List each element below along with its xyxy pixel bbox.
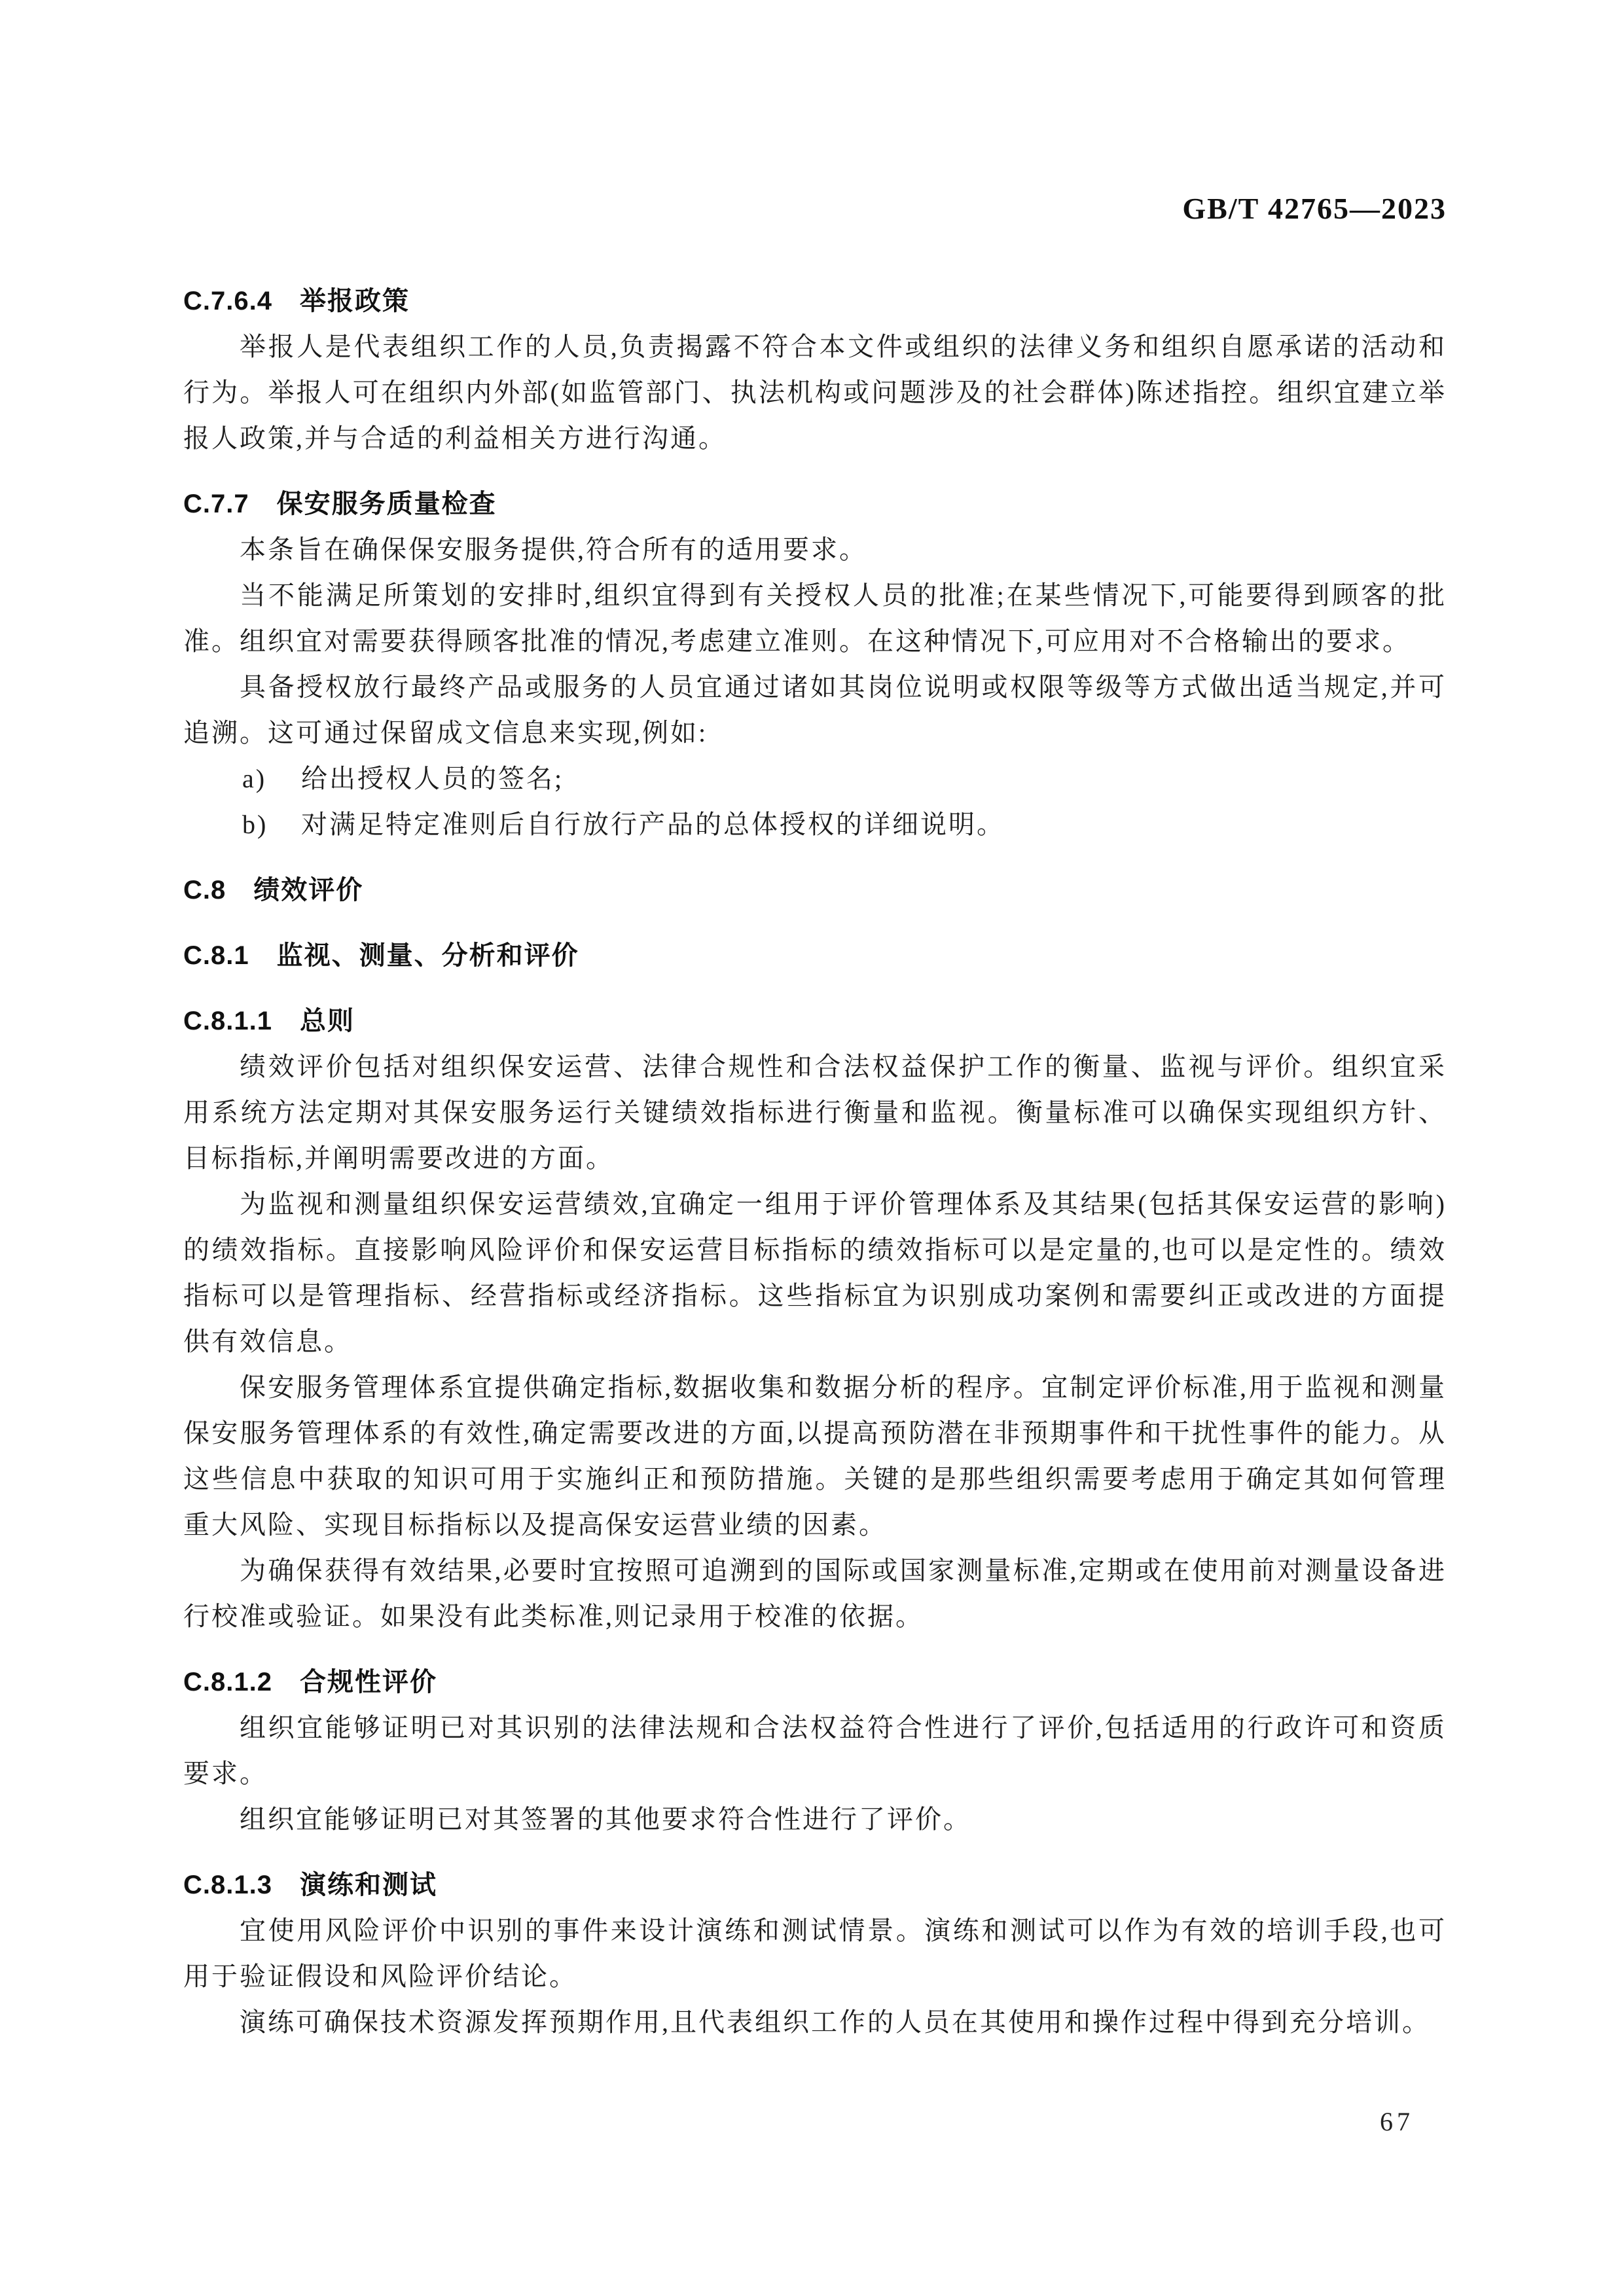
list-text: 对满足特定准则后自行放行产品的总体授权的详细说明。 <box>301 810 1005 839</box>
paragraph: 演练可确保技术资源发挥预期作用,且代表组织工作的人员在其使用和操作过程中得到充分培训。 <box>240 2007 1430 2037</box>
list-text: 给出授权人员的签名; <box>301 764 564 793</box>
heading-title: 总则 <box>299 1007 355 1035</box>
section-heading-C.8.1 <box>183 933 1447 978</box>
section-heading-C.8 <box>183 867 1447 913</box>
paragraph: 举报人是代表组织工作的人员,负责揭露不符合本文件或组织的法律义务和组织自愿承诺的活动和行为。举报人可在组织内外部(如监管部门、执法机构或问题涉及的社会群体)陈述指控。组织宜建立举报人政策,并与合适的利益相关方进行沟通。 <box>183 332 1447 453</box>
list-marker: a) <box>242 764 267 793</box>
paragraph: 具备授权放行最终产品或服务的人员宜通过诸如其岗位说明或权限等级等方式做出适当规定,并可追溯。这可通过保留成文信息来实现,例如: <box>183 672 1447 747</box>
content-column <box>183 259 1447 2045</box>
section-heading-C.8.1.2 <box>183 1659 1447 1705</box>
heading-number: C.8.1.3 <box>183 1871 272 1899</box>
heading-number: C.8 <box>183 876 226 905</box>
heading-title: 监视、测量、分析和评价 <box>276 941 579 970</box>
paragraph: 保安服务管理体系宜提供确定指标,数据收集和数据分析的程序。宜制定评价标准,用于监视和测量保安服务管理体系的有效性,确定需要改进的方面,以提高预防潜在非预期事件和干扰性事件的能力。从这些信息中获取的知识可用于实施纠正和预防措施。关键的是那些组织需要考虑用于确定其如何管理重大风险、实现目标指标以及提高保安运营业绩的因素。 <box>183 1372 1447 1539</box>
heading-number: C.8.1 <box>183 941 249 970</box>
heading-title: 保安服务质量检查 <box>276 490 497 518</box>
heading-number: C.8.1.2 <box>183 1668 272 1696</box>
heading-title: 合规性评价 <box>299 1668 437 1696</box>
paragraph: 宜使用风险评价中识别的事件来设计演练和测试情景。演练和测试可以作为有效的培训手段,也可用于验证假设和风险评价结论。 <box>183 1916 1447 1991</box>
heading-title: 绩效评价 <box>253 876 364 905</box>
heading-number: C.7.7 <box>183 490 249 518</box>
paragraph: 当不能满足所策划的安排时,组织宜得到有关授权人员的批准;在某些情况下,可能要得到顾客的批准。组织宜对需要获得顾客批准的情况,考虑建立准则。在这种情况下,可应用对不合格输出的要求。 <box>183 581 1447 656</box>
heading-number: C.7.6.4 <box>183 287 272 315</box>
heading-title: 举报政策 <box>299 287 410 315</box>
paragraph: 为确保获得有效结果,必要时宜按照可追溯到的国际或国家测量标准,定期或在使用前对测量设备进行校准或验证。如果没有此类标准,则记录用于校准的依据。 <box>183 1556 1447 1631</box>
section-heading-C.8.1.1 <box>183 998 1447 1044</box>
paragraph: 为监视和测量组织保安运营绩效,宜确定一组用于评价管理体系及其结果(包括其保安运营的影响)的绩效指标。直接影响风险评价和保安运营目标指标的绩效指标可以是定量的,也可以是定性的。绩效指标可以是管理指标、经营指标或经济指标。这些指标宜为识别成功案例和需要纠正或改进的方面提供有效信息。 <box>183 1189 1447 1356</box>
page-number: 67 <box>1380 2107 1414 2136</box>
section-heading-C.8.1.3 <box>183 1862 1447 1908</box>
section-heading-C.7.7 <box>183 481 1447 527</box>
paragraph: 绩效评价包括对组织保安运营、法律合规性和合法权益保护工作的衡量、监视与评价。组织宜采用系统方法定期对其保安服务运行关键绩效指标进行衡量和监视。衡量标准可以确保实现组织方针、目标指标,并阐明需要改进的方面。 <box>183 1052 1447 1173</box>
paragraph: 组织宜能够证明已对其识别的法律法规和合法权益符合性进行了评价,包括适用的行政许可和资质要求。 <box>183 1713 1447 1788</box>
standard-number-header: GB/T 42765—2023 <box>1182 192 1447 225</box>
section-heading-C.7.6.4 <box>183 278 1447 324</box>
paragraph: 组织宜能够证明已对其签署的其他要求符合性进行了评价。 <box>240 1804 971 1834</box>
paragraph: 本条旨在确保保安服务提供,符合所有的适用要求。 <box>240 535 867 564</box>
list-item-a <box>183 756 1447 802</box>
heading-title: 演练和测试 <box>299 1871 437 1899</box>
list-marker: b) <box>242 810 268 839</box>
heading-number: C.8.1.1 <box>183 1007 272 1035</box>
list-item-b <box>183 802 1447 848</box>
